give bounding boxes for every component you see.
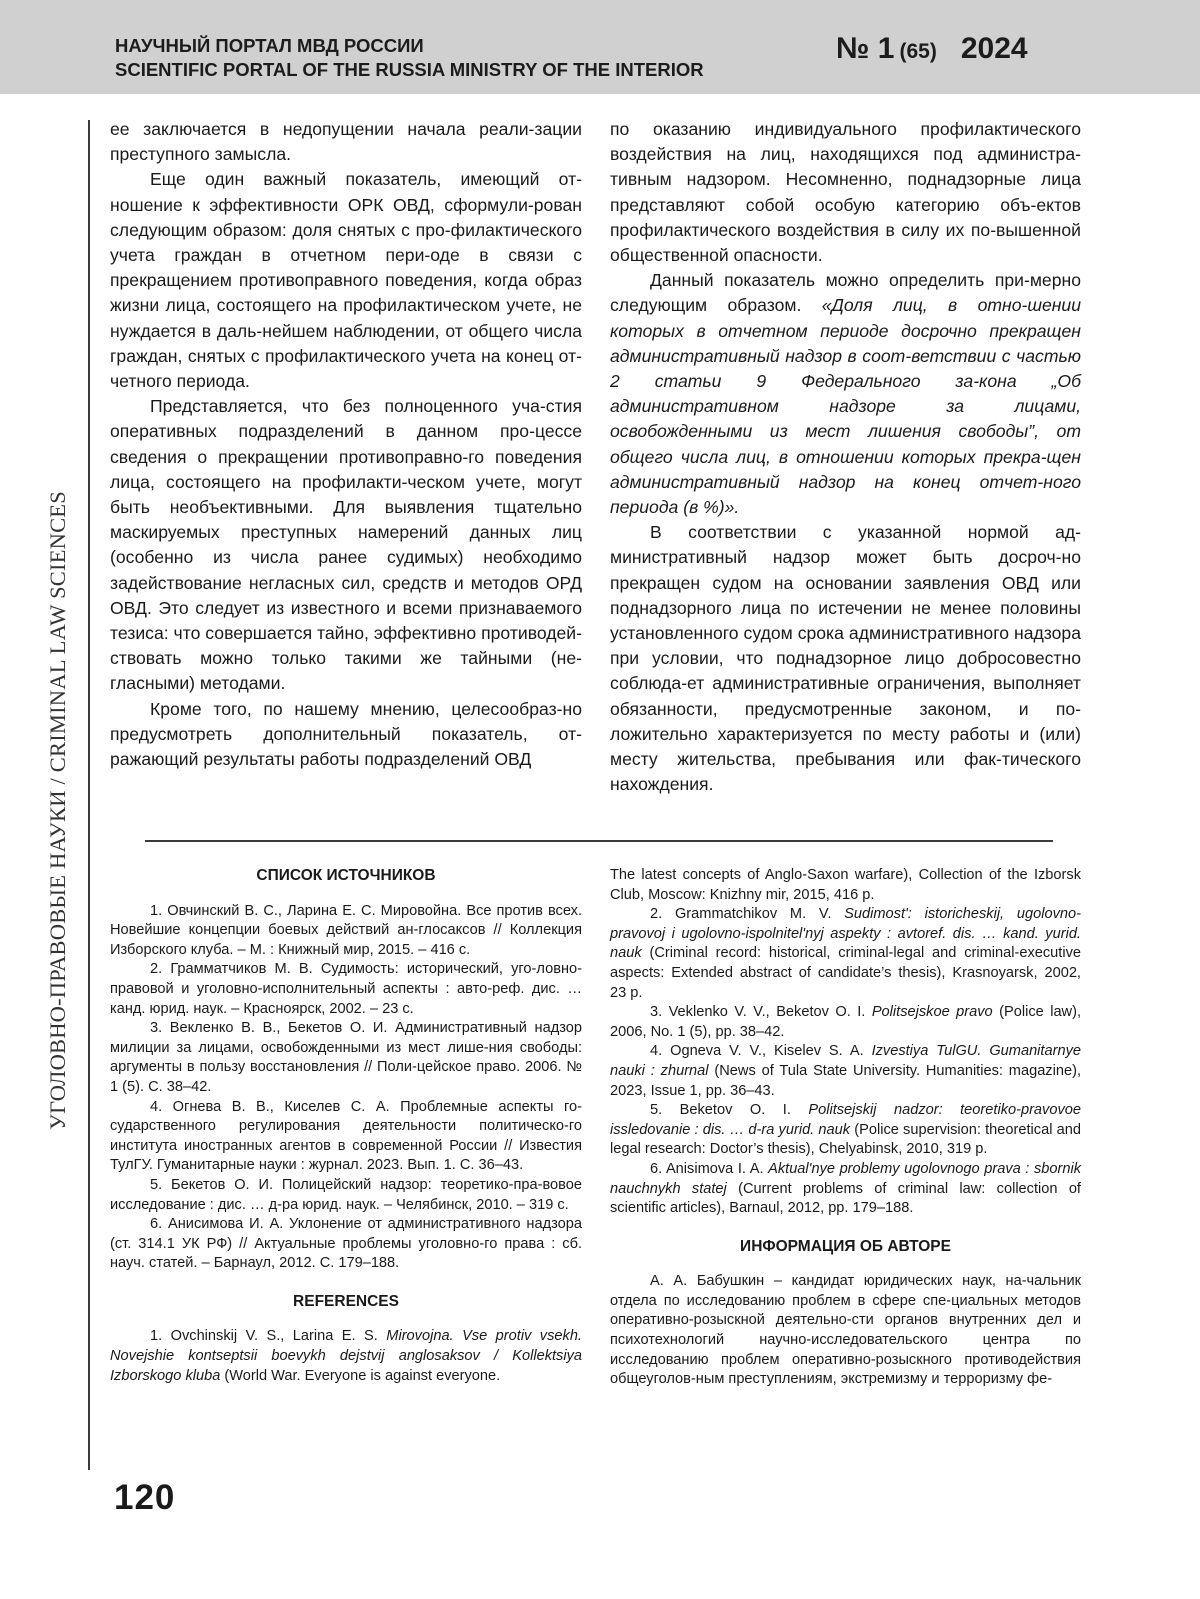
journal-title bbox=[115, 34, 704, 82]
issue-year: 2024 bbox=[960, 32, 1028, 65]
reference-title: Izvestiya TulGU. Gumanitarnye nauki : zhurnal bbox=[610, 1043, 1081, 1079]
reference-details: (Criminal record: historical, criminal-legal and criminal-executive aspects: Extended abstract of candidate’s thesis), Krasnoyarsk, 2002, 23 p. bbox=[610, 945, 1081, 1001]
reference-item bbox=[110, 1327, 582, 1386]
paragraph-lead: Данный показатель можно определить при-мерно следующим образом. bbox=[610, 270, 1081, 316]
reference-authors: 2. Grammatchikov M. V. bbox=[650, 906, 845, 923]
paragraph: по оказанию индивидуального профилактического воздействия на лиц, находящихся под администра-тивным надзором. Несомненно, поднадзорные лица представляют собой особую категорию объ-ектов профилактического воздействия в силу их по-вышенной общественной опасности. bbox=[610, 119, 1081, 266]
section-divider bbox=[145, 840, 1053, 842]
references-column-right bbox=[610, 866, 1081, 1390]
body-column-right bbox=[610, 117, 1081, 797]
paragraph: ее заключается в недопущении начала реали-зации преступного замысла. bbox=[110, 119, 582, 165]
reference-authors: 5. Beketov O. I. bbox=[650, 1102, 809, 1119]
reference-title: Politsejskoe pravo bbox=[871, 1004, 993, 1021]
source-item: 1. Овчинский В. С., Ларина Е. С. Мировойна. Все против всех. Новейшие концепции боевых действий ан-глосаксов // Коллекция Изборского клуба. – М. : Книжный мир, 2015. – 416 с. bbox=[110, 902, 582, 958]
page-header bbox=[0, 0, 1200, 94]
page-number: 120 bbox=[114, 1478, 176, 1517]
reference-title: Politsejskij nadzor: teoretiko-pravovoe issledovanie : dis. … d-ra yurid. nauk bbox=[610, 1102, 1081, 1138]
source-item: 5. Бекетов О. И. Полицейский надзор: теоретико-пра-вовое исследование : дис. … д-ра юрид. наук. – Челябинск, 2010. – 319 с. bbox=[110, 1176, 582, 1213]
author-info-heading: ИНФОРМАЦИЯ ОБ АВТОРЕ bbox=[740, 1237, 951, 1255]
reference-authors: 1. Ovchinskij V. S., Larina E. S. bbox=[150, 1328, 387, 1345]
source-item: 3. Векленко В. В., Бекетов О. И. Административный надзор милиции за лицами, освобожденными из мест лише-ния свободы: аргументы в пользу восстановления // Поли-цейское право. 2006. № 1 (5). С. 38–42. bbox=[110, 1020, 582, 1095]
reference-details: (Police law), 2006, No. 1 (5), pp. 38–42. bbox=[610, 1004, 1082, 1040]
indicator-quote: «Доля лиц, в отно-шении которых в отчетном периоде досрочно прекращен административный надзор в соот-ветствии с частью 2 статьи 9 Федерального за-кона „Об административном надзоре за лицами, освобожденными из мест лишения свободы”, от общего числа лиц, в отношении которых прекра-щен административный надзор на конец отчет-ного периода (в %)». bbox=[610, 295, 1081, 518]
body-column-left bbox=[110, 117, 582, 772]
paragraph: Еще один важный показатель, имеющий от-ношение к эффективности ОРК ОВД, сформули-рован следующим образом: доля снятых с про-филактического учета граждан в отчетном пери-оде в связи с прекращением противоправного поведения, когда образ жизни лица, состоящего на профилактическом учете, не нуждается в даль-нейшем наблюдении, от общего числа граждан, снятых с профилактического учета на конец от-четного периода. bbox=[110, 169, 582, 392]
source-item: 4. Огнева В. В., Киселев С. А. Проблемные аспекты го-сударственного регулирования деятельности политическо-го института иностранных агентов в современной России // Известия ТулГУ. Гуманитарные науки : журнал. 2023. Вып. 1. С. 36–43. bbox=[110, 1098, 582, 1174]
reference-authors: 6. Anisimova I. A. bbox=[650, 1160, 769, 1177]
reference-item bbox=[610, 1042, 1081, 1101]
issue-number: № 1 bbox=[836, 32, 895, 65]
reference-item bbox=[610, 1003, 1081, 1042]
reference-details: (World War. Everyone is against everyone. bbox=[220, 1367, 501, 1384]
sources-heading: СПИСОК ИСТОЧНИКОВ bbox=[256, 867, 436, 884]
source-item: 6. Анисимова И. А. Уклонение от административного надзора (ст. 314.1 УК РФ) // Актуальные проблемы уголовно-го права : сб. науч. статей. – Барнаул, 2012. С. 179–188. bbox=[110, 1216, 582, 1272]
margin-rule bbox=[88, 120, 90, 1470]
reference-item bbox=[610, 1160, 1081, 1219]
reference-details: (Current problems of criminal law: collection of scientific articles), Barnaul, 2012, pp. 179–188. bbox=[610, 1180, 1081, 1217]
reference-item-continued: The latest concepts of Anglo-Saxon warfare), Collection of the Izborsk Club, Moscow: Knizhny mir, 2015, 416 p. bbox=[610, 867, 1081, 903]
reference-title: Aktual'nye problemy ugolovnogo prava : sbornik nauchnykh statej bbox=[610, 1160, 1081, 1197]
section-side-title: УГОЛОВНО-ПРАВОВЫЕ НАУКИ / CRIMINAL LAW SCIENCES bbox=[45, 491, 70, 1130]
reference-title: Sudimost': istoricheskij, ugolovno-pravovoj i ugolovno-ispolnitel'nyj aspekty : avtoref. dis. … kand. yurid. nauk bbox=[610, 906, 1081, 962]
paragraph-with-quote bbox=[610, 268, 1081, 520]
reference-details: (Police supervision: theoretical and legal research: Doctor’s thesis), Chelyabinsk, 2010, 319 p. bbox=[610, 1121, 1081, 1158]
reference-authors: 3. Veklenko V. V., Beketov O. I. bbox=[650, 1004, 872, 1021]
paragraph: Кроме того, по нашему мнению, целесообраз-но предусмотреть дополнительный показатель, от-ражающий результаты работы подразделений ОВД bbox=[110, 698, 582, 770]
journal-title-ru: НАУЧНЫЙ ПОРТАЛ МВД РОССИИ bbox=[115, 35, 424, 56]
reference-title: Mirovojna. Vse protiv vsekh. Novejshie kontseptsii boevykh dejstvij anglosaksov / Kollektsiya Izborskogo kluba bbox=[110, 1328, 582, 1384]
reference-item bbox=[610, 905, 1081, 1003]
reference-item bbox=[610, 1101, 1081, 1160]
source-item: 2. Грамматчиков М. В. Судимость: исторический, уго-ловно-правовой и уголовно-исполнительный аспекты : авто-реф. дис. … канд. юрид. наук. – Красноярск, 2002. – 23 с. bbox=[110, 961, 582, 1017]
paragraph: Представляется, что без полноценного уча-стия оперативных подразделений в данном про-цессе сведения о прекращении противоправно-го поведения лица, состоящего на профилакти-ческом учете, могут быть необъективными. Для выявления тщательно маскируемых преступных намерений данных лиц (особенно из числа ранее судимых) необходимо задействование негласных сил, средств и методов ОРД ОВД. Это следует из известного и всеми признаваемого тезиса: что совершается тайно, эффективно противодей-ствовать можно только такими же тайными (не-гласными) методами. bbox=[110, 396, 582, 694]
journal-title-en: SCIENTIFIC PORTAL OF THE RUSSIA MINISTRY OF THE INTERIOR bbox=[115, 59, 704, 80]
reference-authors: 4. Ogneva V. V., Kiselev S. A. bbox=[650, 1043, 872, 1060]
issue-info bbox=[836, 32, 1028, 66]
references-heading: REFERENCES bbox=[293, 1292, 399, 1310]
issue-total: (65) bbox=[899, 40, 937, 63]
references-column-left bbox=[110, 866, 582, 1386]
reference-details: (News of Tula State University. Humanities: magazine), 2023, Issue 1, pp. 36–43. bbox=[610, 1062, 1081, 1099]
author-info-text: А. А. Бабушкин – кандидат юридических наук, на-чальник отдела по исследованию проблем в сфере спе-циальных методов оперативно-розыскной деятельно-сти органов внутренних дел и психотехнологий научно-исследовательского центра по исследованию проблем оперативно-розыскного противодействия общеуголов-ным преступлениям, экстремизму и терроризму фе- bbox=[610, 1273, 1081, 1388]
paragraph: В соответствии с указанной нормой ад-министративный надзор может быть досроч-но прекращен судом на основании заявления ОВД или поднадзорного лица по истечении не менее половины установленного судом срока административного надзора при условии, что поднадзорное лицо добросовестно соблюда-ет административные ограничения, выполняет обязанности, предусмотренные законом, и по-ложительно характеризуется по месту работы и (или) месту жительства, пребывания или фак-тического нахождения. bbox=[610, 522, 1081, 795]
